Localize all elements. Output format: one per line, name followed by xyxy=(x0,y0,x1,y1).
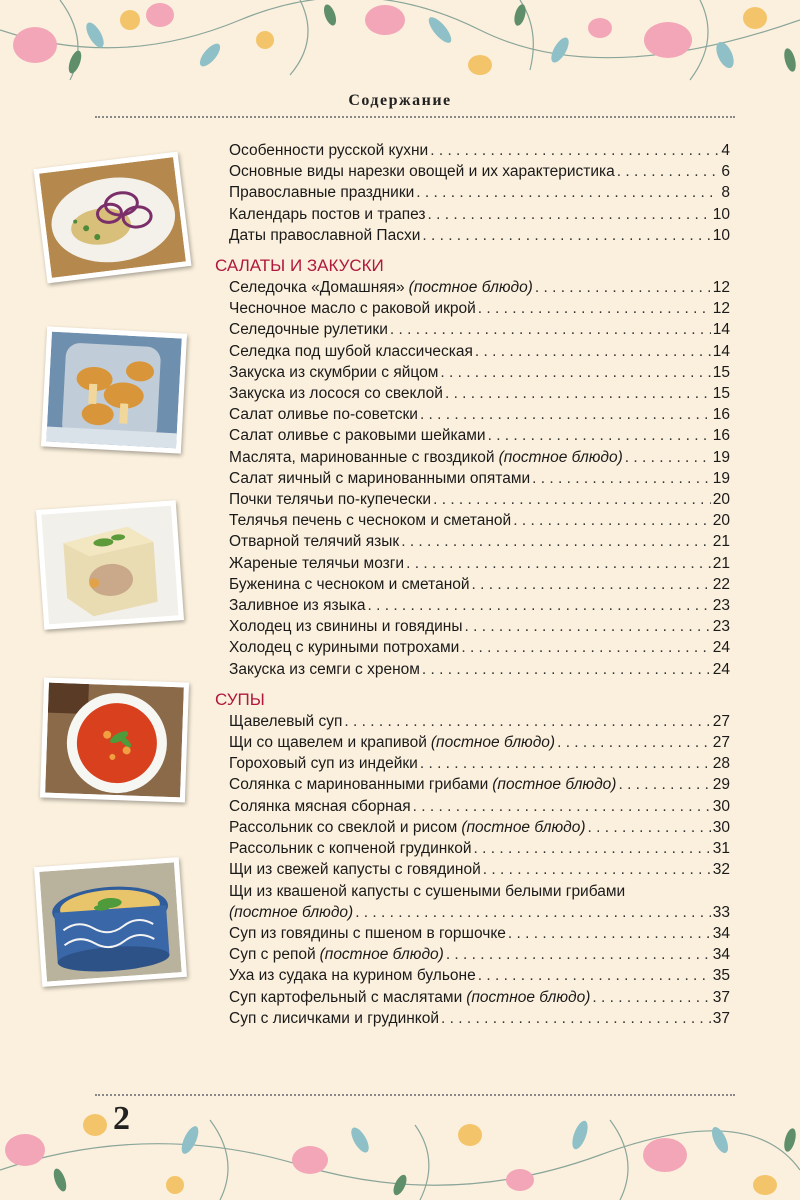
toc-entry xyxy=(215,753,730,774)
dot-leader xyxy=(592,987,710,1008)
toc-entry-page: 35 xyxy=(712,967,730,985)
dotted-rule-top xyxy=(95,116,735,118)
toc-entry-note: (постное блюдо) xyxy=(319,946,444,964)
toc-entry-note: (постное блюдо) xyxy=(408,279,533,297)
dot-leader xyxy=(441,1008,711,1029)
dot-leader xyxy=(390,319,711,340)
toc-entry-note: (постное блюдо) xyxy=(492,776,617,794)
toc-entry xyxy=(215,817,730,838)
toc-entry-page: 16 xyxy=(712,406,730,424)
toc-entry xyxy=(215,774,730,795)
toc-entry-title: Рассольник со свеклой и рисом xyxy=(229,818,458,836)
toc-entry xyxy=(215,637,730,658)
dot-leader xyxy=(401,531,711,552)
toc-entry xyxy=(215,404,730,425)
toc-entry-page: 37 xyxy=(712,988,730,1006)
toc-entry-page: 21 xyxy=(712,554,730,572)
toc-entry-title: Особенности русской кухни xyxy=(229,142,429,159)
toc-entry-page: 29 xyxy=(712,776,730,794)
toc-entry-title: Суп с репой xyxy=(229,946,316,964)
toc-entry xyxy=(215,944,730,965)
toc-entry-title: Холодец из свинины и говядины xyxy=(229,618,463,636)
toc-entry-page: 4 xyxy=(721,142,730,159)
dot-leader xyxy=(488,425,711,446)
toc-entry xyxy=(215,182,730,203)
photo-shchi xyxy=(34,857,187,987)
toc-entry xyxy=(215,447,730,468)
toc-entry-note: (постное блюдо) xyxy=(229,903,354,921)
toc-entry-title: Щи из свежей капусты с говядиной xyxy=(229,861,481,879)
dot-leader xyxy=(406,553,711,574)
toc-entry-title: Календарь постов и трапез xyxy=(229,205,426,223)
toc-entry xyxy=(215,711,730,732)
toc-entry-title: Маслята, маринованные с гвоздикой xyxy=(229,448,495,466)
toc-entry-page: 24 xyxy=(712,660,730,678)
dot-leader xyxy=(478,298,711,319)
toc-entry xyxy=(215,489,730,510)
dot-leader xyxy=(344,711,710,732)
dot-leader xyxy=(478,965,711,986)
toc-entry-title: Холодец с куриными потрохами xyxy=(229,639,460,657)
toc-entry-page: 23 xyxy=(712,618,730,636)
toc-entry-page: 27 xyxy=(712,734,730,752)
dot-leader xyxy=(430,140,719,161)
toc-entry-page: 20 xyxy=(712,491,730,509)
dot-leader xyxy=(532,468,711,489)
toc-entry xyxy=(215,531,730,552)
toc-entry-title: Жареные телячьи мозги xyxy=(229,554,405,572)
dot-leader xyxy=(535,277,711,298)
dot-leader xyxy=(483,859,711,880)
toc-entry xyxy=(215,140,730,161)
toc-entry-page: 12 xyxy=(712,300,730,318)
toc-entry-title: Телячья печень с чесноком и сметаной xyxy=(229,512,512,530)
toc-entry-page: 34 xyxy=(712,924,730,942)
toc-entry-title: Отварной телячий язык xyxy=(229,533,400,551)
toc-entry-page: 31 xyxy=(712,840,730,858)
toc-entry-page: 33 xyxy=(712,903,730,921)
toc-entry xyxy=(215,796,730,817)
toc-entry xyxy=(215,659,730,680)
toc-entry-title: Рассольник с копченой грудинкой xyxy=(229,840,472,858)
toc-entry xyxy=(215,510,730,531)
toc-entry-page: 30 xyxy=(712,797,730,815)
toc-entry xyxy=(215,1008,730,1029)
toc-entry-page: 8 xyxy=(721,184,730,202)
toc-entry-title: Православные праздники xyxy=(229,184,415,202)
toc-entry xyxy=(215,468,730,489)
toc-entry-title: Закуска из скумбрии с яйцом xyxy=(229,363,439,381)
toc-entry xyxy=(215,362,730,383)
toc-entry xyxy=(215,616,730,637)
dot-leader xyxy=(617,161,720,182)
toc-entry xyxy=(215,732,730,753)
toc-entry-title: Селедочка «Домашняя» xyxy=(229,279,405,297)
dot-leader xyxy=(420,404,711,425)
toc-entry-page: 22 xyxy=(712,575,730,593)
toc-entry-title: Солянка с маринованными грибами xyxy=(229,776,489,794)
dot-leader xyxy=(420,753,711,774)
photo-borscht xyxy=(40,678,189,803)
toc-entry xyxy=(215,595,730,616)
dot-leader xyxy=(422,225,710,246)
dot-leader xyxy=(427,204,710,225)
toc-entry xyxy=(215,383,730,404)
dotted-rule-bottom xyxy=(95,1094,735,1096)
toc-entry-page: 14 xyxy=(712,342,730,360)
dot-leader xyxy=(440,362,710,383)
dot-leader xyxy=(474,838,711,859)
dot-leader xyxy=(446,944,711,965)
toc-entry-note: (постное блюдо) xyxy=(461,818,586,836)
dot-leader xyxy=(413,796,711,817)
toc-entry-page: 12 xyxy=(712,279,730,297)
toc-entry xyxy=(215,859,730,880)
toc-entry-title: Щи из квашеной капусты с сушеными белыми грибами xyxy=(229,882,626,900)
toc-entry xyxy=(215,225,730,246)
toc-entry xyxy=(215,341,730,362)
toc-entry xyxy=(215,987,730,1008)
toc-entry-page: 10 xyxy=(712,205,730,223)
toc-entry-page: 15 xyxy=(712,385,730,403)
toc-entry-title: Селедочные рулетики xyxy=(229,321,388,339)
dot-leader xyxy=(367,595,710,616)
toc-entry-page: 14 xyxy=(712,321,730,339)
toc-entry xyxy=(215,923,730,944)
toc-entry-title: Салат яичный с маринованными опятами xyxy=(229,469,531,487)
toc-entry xyxy=(215,319,730,340)
dot-leader xyxy=(445,383,711,404)
toc-entry-title: Закуска из лосося со свеклой xyxy=(229,385,443,403)
dot-leader xyxy=(355,902,711,923)
toc-entry xyxy=(215,161,730,182)
toc-entry xyxy=(215,277,730,298)
toc-entry-title: Чесночное масло с раковой икрой xyxy=(229,300,476,318)
photo-marinated-mushrooms xyxy=(41,326,187,453)
toc-entry-page: 30 xyxy=(712,818,730,836)
toc-entry xyxy=(215,965,730,986)
floral-border-top xyxy=(0,0,800,95)
toc-entry-title: Гороховый суп из индейки xyxy=(229,755,418,773)
toc-entry-page: 23 xyxy=(712,597,730,615)
dot-leader xyxy=(464,616,710,637)
toc-entry xyxy=(215,881,730,923)
toc-entry-page: 10 xyxy=(712,226,730,244)
dot-leader xyxy=(461,637,710,658)
section-heading: САЛАТЫ И ЗАКУСКИ xyxy=(215,256,384,276)
toc-entry-title: Суп из говядины с пшеном в горшочке xyxy=(229,924,506,942)
toc-entry-title: Селедка под шубой классическая xyxy=(229,342,473,360)
toc-entry xyxy=(215,425,730,446)
toc-entry xyxy=(215,574,730,595)
toc-entry-page: 37 xyxy=(712,1009,730,1027)
toc-entry-title: Щавелевый суп xyxy=(229,712,343,730)
toc-entry-title: Даты православной Пасхи xyxy=(229,226,421,244)
page-title: Содержание xyxy=(348,92,452,109)
photo-herring-onion xyxy=(34,152,192,284)
toc-entry-page: 6 xyxy=(721,163,730,181)
dot-leader xyxy=(472,574,711,595)
toc-entry xyxy=(215,838,730,859)
dot-leader xyxy=(433,489,711,510)
toc-entry-note: (постное блюдо) xyxy=(498,448,623,466)
toc-entry-note: (постное блюдо) xyxy=(466,988,591,1006)
toc-entry-title: Почки телячьи по-купечески xyxy=(229,491,432,509)
page-number: 2 xyxy=(113,1100,130,1137)
toc-entry-title: Закуска из семги с хреном xyxy=(229,660,420,678)
toc-entry-title: Щи со щавелем и крапивой xyxy=(229,734,427,752)
toc-entry-page: 32 xyxy=(712,861,730,879)
toc-entry-page: 24 xyxy=(712,639,730,657)
toc-entry-note: (постное блюдо) xyxy=(430,734,556,752)
toc-entry-page: 16 xyxy=(712,427,730,445)
dot-leader xyxy=(416,182,719,203)
toc-entry-title: Суп с лисичками и грудинкой xyxy=(229,1009,440,1027)
section-heading: СУПЫ xyxy=(215,689,265,709)
dot-leader xyxy=(618,774,710,795)
toc-entry-title: Салат оливье с раковыми шейками xyxy=(229,427,486,445)
toc-entry-title: Уха из судака на курином бульоне xyxy=(229,967,476,985)
toc-entry xyxy=(215,553,730,574)
toc-entry-title: Солянка мясная сборная xyxy=(229,797,411,815)
toc-entry-page: 20 xyxy=(712,512,730,530)
dot-leader xyxy=(557,732,711,753)
table-of-contents xyxy=(215,140,730,1029)
toc-entry-page: 15 xyxy=(712,363,730,381)
toc-entry-page: 21 xyxy=(712,533,730,551)
photo-aspic xyxy=(36,500,184,629)
dot-leader xyxy=(475,341,711,362)
toc-entry-title: Буженина с чесноком и сметаной xyxy=(229,575,470,593)
toc-entry-page: 19 xyxy=(712,448,730,466)
toc-entry-page: 34 xyxy=(712,946,730,964)
dot-leader xyxy=(508,923,711,944)
dot-leader xyxy=(422,659,711,680)
toc-entry xyxy=(215,298,730,319)
toc-entry-page: 27 xyxy=(712,712,730,730)
dot-leader xyxy=(588,817,711,838)
toc-entry-page: 19 xyxy=(712,469,730,487)
toc-entry-title: Заливное из языка xyxy=(229,597,366,615)
toc-entry-title: Основные виды нарезки овощей и их характеристика xyxy=(229,163,615,181)
dot-leader xyxy=(625,447,711,468)
toc-entry-title: Суп картофельный с маслятами xyxy=(229,988,463,1006)
dot-leader xyxy=(513,510,711,531)
toc-entry-title: Салат оливье по-советски xyxy=(229,406,418,424)
toc-entry-page: 28 xyxy=(712,755,730,773)
toc-entry xyxy=(215,204,730,225)
